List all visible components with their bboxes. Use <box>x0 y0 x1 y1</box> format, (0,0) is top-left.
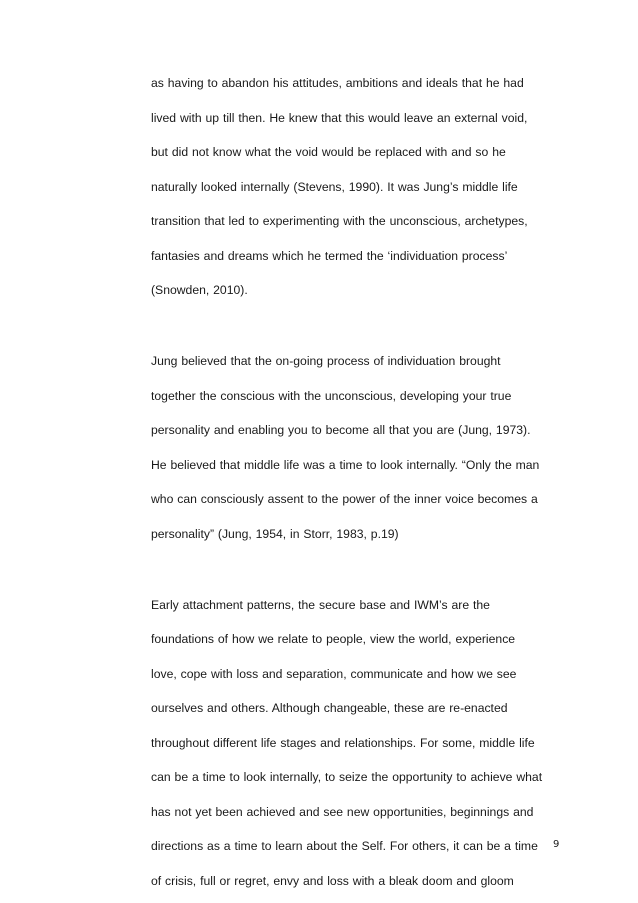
text-line: lived with up till then. He knew that this would leave an external void, <box>151 111 528 125</box>
text-line: but did not know what the void would be replaced with and so he <box>151 145 506 159</box>
text-line: transition that led to experimenting with the unconscious, archetypes, <box>151 214 528 228</box>
text-line: naturally looked internally (Stevens, 1990). It was Jung’s middle life <box>151 180 518 194</box>
text-line: Jung believed that the on-going process of individuation brought <box>151 354 501 368</box>
text-line: together the conscious with the unconscious, developing your true <box>151 389 512 403</box>
text-line: can be a time to look internally, to seize the opportunity to achieve what <box>151 770 543 784</box>
text-line: as having to abandon his attitudes, ambitions and ideals that he had <box>151 76 524 90</box>
text-line: personality” (Jung, 1954, in Storr, 1983, p.19) <box>151 527 399 541</box>
text-line: of crisis, full or regret, envy and loss with a bleak doom and gloom <box>151 874 514 888</box>
text-line: personality and enabling you to become all that you are (Jung, 1973). <box>151 423 531 437</box>
text-line: directions as a time to learn about the Self. For others, it can be a time <box>151 839 538 853</box>
text-line: throughout different life stages and relationships. For some, middle life <box>151 736 535 750</box>
text-line: has not yet been achieved and see new opportunities, beginnings and <box>151 805 534 819</box>
text-line: (Snowden, 2010). <box>151 283 248 297</box>
text-line: He believed that middle life was a time to look internally. “Only the man <box>151 458 540 472</box>
text-line: foundations of how we relate to people, view the world, experience <box>151 632 516 646</box>
text-line: who can consciously assent to the power of the inner voice becomes a <box>151 492 538 506</box>
page-number: 9 <box>553 839 560 850</box>
text-line: ourselves and others. Although changeable, these are re-enacted <box>151 701 508 715</box>
text-line: fantasies and dreams which he termed the ‘individuation process’ <box>151 249 508 263</box>
text-line: Early attachment patterns, the secure base and IWM’s are the <box>151 598 490 612</box>
text-line: love, cope with loss and separation, communicate and how we see <box>151 667 517 681</box>
